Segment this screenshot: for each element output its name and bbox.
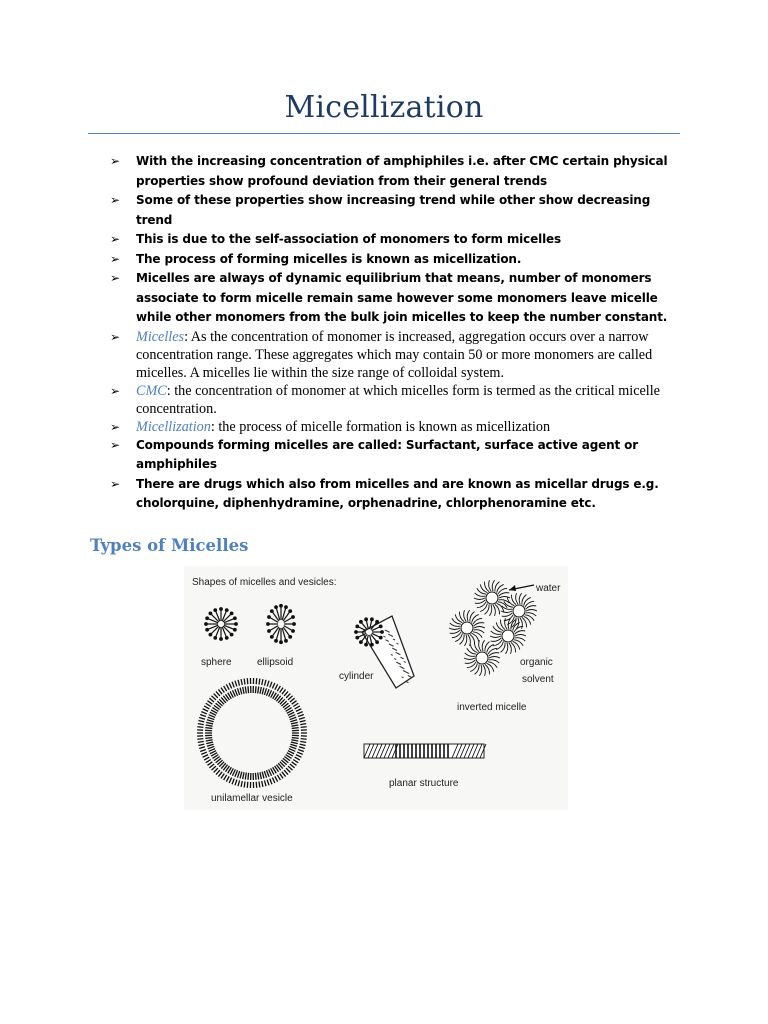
list-item: ➢ Micelles are always of dynamic equilibrium that means, number of monomers associate to form micelle remain same however some monomers leave micelle while other monomers from the bulk join micelles to keep the number constant.: [110, 271, 668, 324]
arrowhead: [509, 585, 516, 591]
planar-structure-label: planar structure: [389, 778, 459, 789]
term: Micellization: [136, 418, 211, 435]
arrow-bullet-icon: ➢: [110, 419, 121, 434]
bullet-list: [110, 152, 670, 514]
arrow-bullet-icon: ➢: [110, 251, 120, 266]
arrow-bullet-icon: ➢: [110, 383, 121, 398]
ellipsoid-micelle-drawing: [266, 604, 296, 644]
title-divider: [88, 133, 680, 134]
arrow-bullet-icon: ➢: [110, 232, 120, 246]
ellipsoid-label: ellipsoid: [257, 657, 294, 668]
unilamellar-vesicle-label: unilamellar vesicle: [211, 793, 293, 804]
arrow-bullet-icon: ➢: [110, 193, 120, 207]
page-title: Micellization: [284, 90, 484, 125]
arrow-bullet-icon: ➢: [110, 329, 121, 344]
figure-caption: Shapes of micelles and vesicles:: [192, 577, 337, 588]
list-item: ➢ Some of these properties show increasing trend while other show decreasing trend: [110, 193, 651, 227]
list-item: ➢ Compounds forming micelles are called: Surfactant, surface active agent or amphiphiles: [110, 437, 639, 471]
list-item: ➢ There are drugs which also from micelles and are known as micellar drugs e.g. cholorquine, diphenhydramine, orphenadrine, chlorphenoramine etc.: [110, 476, 659, 510]
arrow-bullet-icon: ➢: [110, 271, 120, 285]
term: Micelles: [136, 328, 185, 345]
cylinder-label: cylinder: [339, 671, 374, 682]
water-label: water: [536, 583, 561, 594]
solvent-label: solvent: [522, 674, 554, 685]
list-item: ➢ The process of forming micelles is known as micellization.: [110, 250, 670, 270]
inverted-micelle-label: inverted micelle: [457, 702, 527, 713]
arrow-bullet-icon: ➢: [110, 154, 120, 168]
sphere-label: sphere: [201, 657, 232, 668]
micelle-shapes-diagram: [184, 566, 568, 810]
micelle-shapes-figure: [184, 566, 568, 810]
arrow-bullet-icon: ➢: [110, 476, 120, 491]
unilamellar-vesicle-drawing: [197, 678, 307, 788]
list-item: ➢ This is due to the self-association of monomers to form micelles: [110, 230, 670, 250]
sphere-micelle-drawing: [204, 607, 238, 641]
section-title: Types of Micelles: [90, 536, 249, 555]
definition-micelles: ➢ Micelles: As the concentration of monomer is increased, aggregation occurs over a narrow concentration range. These aggregates which may contain 50 or more monomers are called micelles. A micelles lie within the size range of colloidal system.: [110, 328, 653, 381]
definition-micellization: ➢ Micellization: the process of micelle formation is known as micellization: [110, 418, 670, 436]
planar-structure-drawing: [364, 744, 486, 758]
term: CMC: [136, 382, 167, 399]
organic-label: organic: [520, 657, 553, 668]
list-item: ➢ With the increasing concentration of amphiphiles i.e. after CMC certain physical properties show profound deviation from their general trends: [110, 154, 668, 188]
arrow-bullet-icon: ➢: [110, 437, 120, 452]
definition-cmc: ➢ CMC: the concentration of monomer at which micelles form is termed as the critical micelle concentration.: [110, 382, 660, 417]
